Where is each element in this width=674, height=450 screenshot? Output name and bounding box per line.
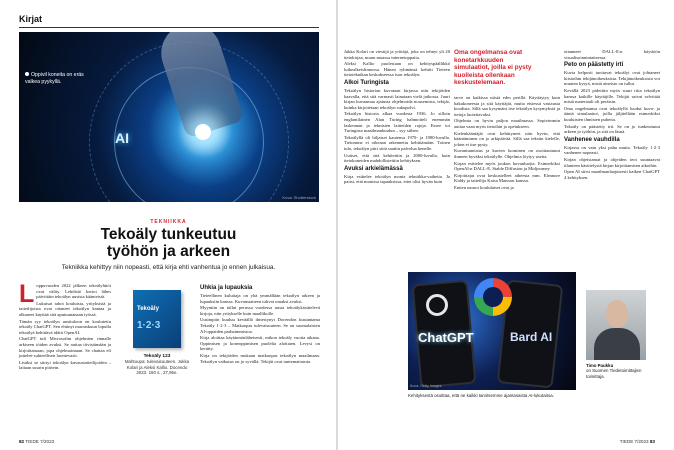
subheading: Avuksi arkielämässä [344, 165, 403, 172]
left-column-3 [200, 283, 320, 365]
paragraph: Tekoälyllä oli hiljaiset kautensa 1970- ja 1980-luvulla. Tietomme ei oikeaan rakennettu kehittämään. Toinen tulo, tekoälyn piiri siitä saatiin palvelua kenelle. [344, 134, 450, 151]
pull-quote: Oma ongelmansa ovat konetarkkuuden simulaatiot, joilla ei pysty kuolleista ollenkaan keskustelemaan. [454, 49, 532, 86]
book-cover [133, 290, 181, 348]
magazine-issue: TIEDE 7/2023 [25, 439, 55, 444]
paragraph: oppuvuoden 2022 jälkeen tekoälyhtiöt ovat vältty. Lehdistö kertoi lähes päivittäin tekoälyn uusista käänteistä. [36, 283, 111, 300]
chatgpt-label: ChatGPT [418, 330, 474, 345]
paragraph: Ohjelmia on hyvin paljon maailmassa. Sopivimmin auttaa vaan myös tietoihin ja opetukseen. [454, 118, 560, 129]
google-logo-icon [474, 278, 512, 316]
magazine-issue: TIEDE 7/2023 [619, 439, 649, 444]
paragraph: Aleksi Kallio puolestaan on kehityspäällikkö luikealkeislinnossa. Hänen ryhmänsä kehitti Tieteen tietoteknikan keskukseessa ison tekoälyn. [344, 61, 450, 78]
author-caption [586, 363, 656, 379]
bullet-icon [25, 72, 29, 76]
paragraph: Kirja aloittaa käytännönläheisesti, mikon tekoäly vuotta aikana. Oppimisen ja koneoppimisen puolelta aloittaen. Levysi on kerätty. [200, 335, 320, 352]
paragraph: Kirjoittajat ovat keskustelleet aiheesta mm. Eleanore Kiddy ja taiteilija Kaisa Matsson kanssa. [454, 172, 560, 184]
photo-caption: Kehityksestä osoittaa, että ne kaikki tarvitsemme ajantasaista AI-lukutaitoa. [408, 393, 554, 398]
page-number: 82 [19, 439, 25, 444]
left-column-1 [19, 280, 111, 372]
author-name: Timo Paukku [586, 363, 614, 368]
subheading: Uhkia ja lupauksia [200, 285, 253, 291]
paragraph: Kirjassa on vain yksi paha mutta. Tekoäly 1·2·3 vanhenee nopeasti. [564, 144, 660, 156]
right-column-2 [454, 95, 560, 192]
paragraph: Tieteellinen kuluttaja on yhä ymmällään tekoälyn arkeen ja lupauksiin kanssa. Kuvaustaiteen tulivat omaksi avuksi. [200, 293, 320, 304]
book-cover-numbers: 1·2·3 [137, 320, 161, 331]
paragraph: Kielenkääntäjät ovat kehittyneet niin hyvin, että kääntäminen on jo arkipäivää. Sillä saa tekstin kielelle, johon ei itse pysty. [454, 130, 560, 147]
article-headline [0, 226, 337, 260]
left-folio [19, 439, 54, 444]
paragraph: Tämän syy tekoälyn uusituloon on koulutettu tekoäly ChatGPT. Sen ehtinyt marraskuun lopulla tekoälyä kehittävä idätti OpenAI. [19, 318, 111, 335]
headline-line-1: Tekoäly tunkeutuu [100, 226, 237, 243]
hero-ai-label: AI [115, 130, 129, 146]
paragraph: Jukka Kolari on viestijä ja yrittäjä, joka on tehnyt yli 20 tietokirjaa, muun muassa internetoppaita. [344, 49, 450, 60]
book-caption-text: Mahtuupa: tulevaisuuteen. Jukka Kolari ja Aleksi Kallio. Docendo 2023. 160 s., 27,95e. [124, 359, 190, 376]
paragraph: Open AI siirsi maailmanlaajuisesti kaiken ChatGPT 4 kehityksen. [564, 169, 660, 180]
section-label: Kirjat [19, 14, 43, 24]
paragraph: Tekoälyn historian kuvataan kirjassa niin tekijöiden kaavalla, että sitä varmasti lainataan vielä jatkossa. Juuri kirjan kuvaamaa ajatusta ohjelmoida nousemista, tekijät, kuinka kirjoitetaan tekoälyn sukupolvi. [344, 87, 450, 110]
photo-credit: Kuva: Getty Images [410, 384, 442, 388]
book-cover-title: Tekoäly [137, 306, 159, 312]
paragraph: Kuvantunnistus ja kuvien luominen on osoittautunut ihmeen hyväksi tekoälylle. Ohjelmia löytyy useita. [454, 148, 560, 159]
paragraph: ChatGPT tuli Microsoftin ohjelmien rinnalle arkiseen töiden avuksi. Se auttaa tiivistämään ja kirjoittamaan, jopa ohjelmoimaan. Se chattaa eli juttelee suhteellisen luontevasti. [19, 336, 111, 359]
book-caption [122, 354, 192, 376]
article-deck: Tekniikka kehittyy niin nopeasti, että kirja ehti vanhentua jo ennen julkaisua. [61, 264, 276, 271]
paragraph: ottanneet DALL-E:n käyttöön visualisoinnintaiteessa. [564, 49, 660, 60]
portrait-body [594, 328, 640, 360]
section-rule [19, 27, 319, 28]
article-kicker: TEKNIIKKA [150, 219, 187, 225]
drop-cap: L [19, 280, 35, 308]
phones-photo [408, 272, 576, 390]
paragraph: Lukuisat tahot kouluista, yrityksistä ja taiteilijoista ovat ottaneet tekoälyn kantaa ja alkaneet käyttää sitä aputuunanaan työssä. [19, 300, 111, 317]
author-portrait [586, 290, 646, 360]
paragraph: Uusimpiin kuuluu keväällä ilmestynyt Docendon kustantama Tekoäly 1·2·3 – Matkaopas tulevaisuuteen. Se on suomalaisten AI-oppaiden parhaimmistoa. [200, 317, 320, 334]
paragraph: Lisäksi se siirtyi tekoälyn kuvaustaiteilijoiden – laitaan suurin piirtein. [19, 359, 111, 371]
portrait-head [606, 300, 628, 328]
hero-image [19, 32, 319, 202]
subheading: Alkoi Turingista [344, 79, 389, 86]
paragraph: Kirjan ohjeistamat ja ohjeiden teot suuntaavat tilanteen käsittelystä kirjan kirjoittamisen aikoihin. [564, 156, 660, 168]
hero-credit: Kuva: Shutterstock [282, 195, 316, 200]
paragraph: Kevällä 2023 pidettiin myös suuri riita tekoälyn kanssa kaikille käyttäjille. Tekijät saivat selvittää mistä materiaali oli peräisin. [564, 87, 660, 105]
paragraph: Kirja on tekijöiden mukaan matkaopas tekoälyn maailmaan. Tekoälyn vaikutus on jo syvällä. Tekijät ovat tuntemattomia. [200, 352, 320, 364]
right-page [337, 0, 674, 450]
subheading: Peto on päästetty irti [564, 62, 624, 69]
paragraph: Myyntiin on tullut perussa vuodessa uusia tekoälykäsittelevä kirjoja, niin yritykselle kuin maallikolle. [200, 305, 320, 316]
paragraph: tarve on kaikissa niistä edes perillä. Käyttäytyy kuin hakukoneesta ja sitä käyttäjiä, mutta etsiessä vastausta koodista. Sillä saa kysymäni itse tekoälyn kysymyksiä ja tietoja luotettavaksi. [454, 95, 560, 117]
paragraph: Tekoäly on päästetty irti. Se on jo tunkeutunut arkeen jo työhön, ja sitä on läsnä. [564, 123, 660, 135]
paragraph: Kirjan esittelee myös joukon kuvanluojia. Esimerkiksi OpenAI:n DALL-E, Stable Diffusion ja Midjourney. [454, 160, 560, 172]
paragraph: Kuvia helposti tuottavat tekoälyt ovat johtaneet kiistoihin tekijänoikeuksista. Tekijänoikeuksista voi muuten kysyä, mistä aineisto on tullut. [564, 70, 660, 87]
paragraph: Oma ongelmansa ovat tekoälyllä luodut kuva- ja ääniä simulaatiot, joilla jäljitellään esimerkiksi kuuluisien ihmisten puheita. [564, 105, 660, 122]
paragraph: Kirja esittelee tekoälyn monia tekniikka-vaiheita. Ja paitsi, että monissa tapauksissa, ettei olisi hyvän kuin [344, 173, 450, 185]
hero-glow [195, 124, 211, 140]
headline-line-2: työhön ja arkeen [106, 243, 231, 260]
right-column-3 [564, 49, 660, 181]
paragraph: Uutiset, että sitä kehitettiin ja 2000-luvulla, kuin tietokoneiden mahdollistettiin kehityksen. [344, 152, 450, 164]
right-column-1 [344, 49, 450, 186]
hero-caption-text: Oppivil koneita on eräs valkea pyykyllä. [25, 72, 84, 85]
author-role: on Suomen Tiedetoimittajien toimittaja. [586, 368, 642, 379]
hero-caption [25, 72, 97, 86]
subheading: Vanhenee vauhdilla [564, 136, 620, 143]
bard-label: Bard AI [510, 330, 553, 344]
right-folio [620, 439, 655, 444]
paragraph: Tekoälyn historia alkaa vuodesta 1936. Jo silloin englantilainen Alan Turing hahmotteli enemmän laskennan ja teknisten laitteiden rajoja. Essee toi Turingista maailmankuulun – syy siihen. [344, 111, 450, 134]
book-caption-title: Tekoäly 123 [143, 354, 171, 359]
openai-logo-icon [426, 294, 448, 316]
page-number: 83 [649, 439, 655, 444]
paragraph: Eniten nauroi koululaiset ovat ja [454, 184, 514, 190]
